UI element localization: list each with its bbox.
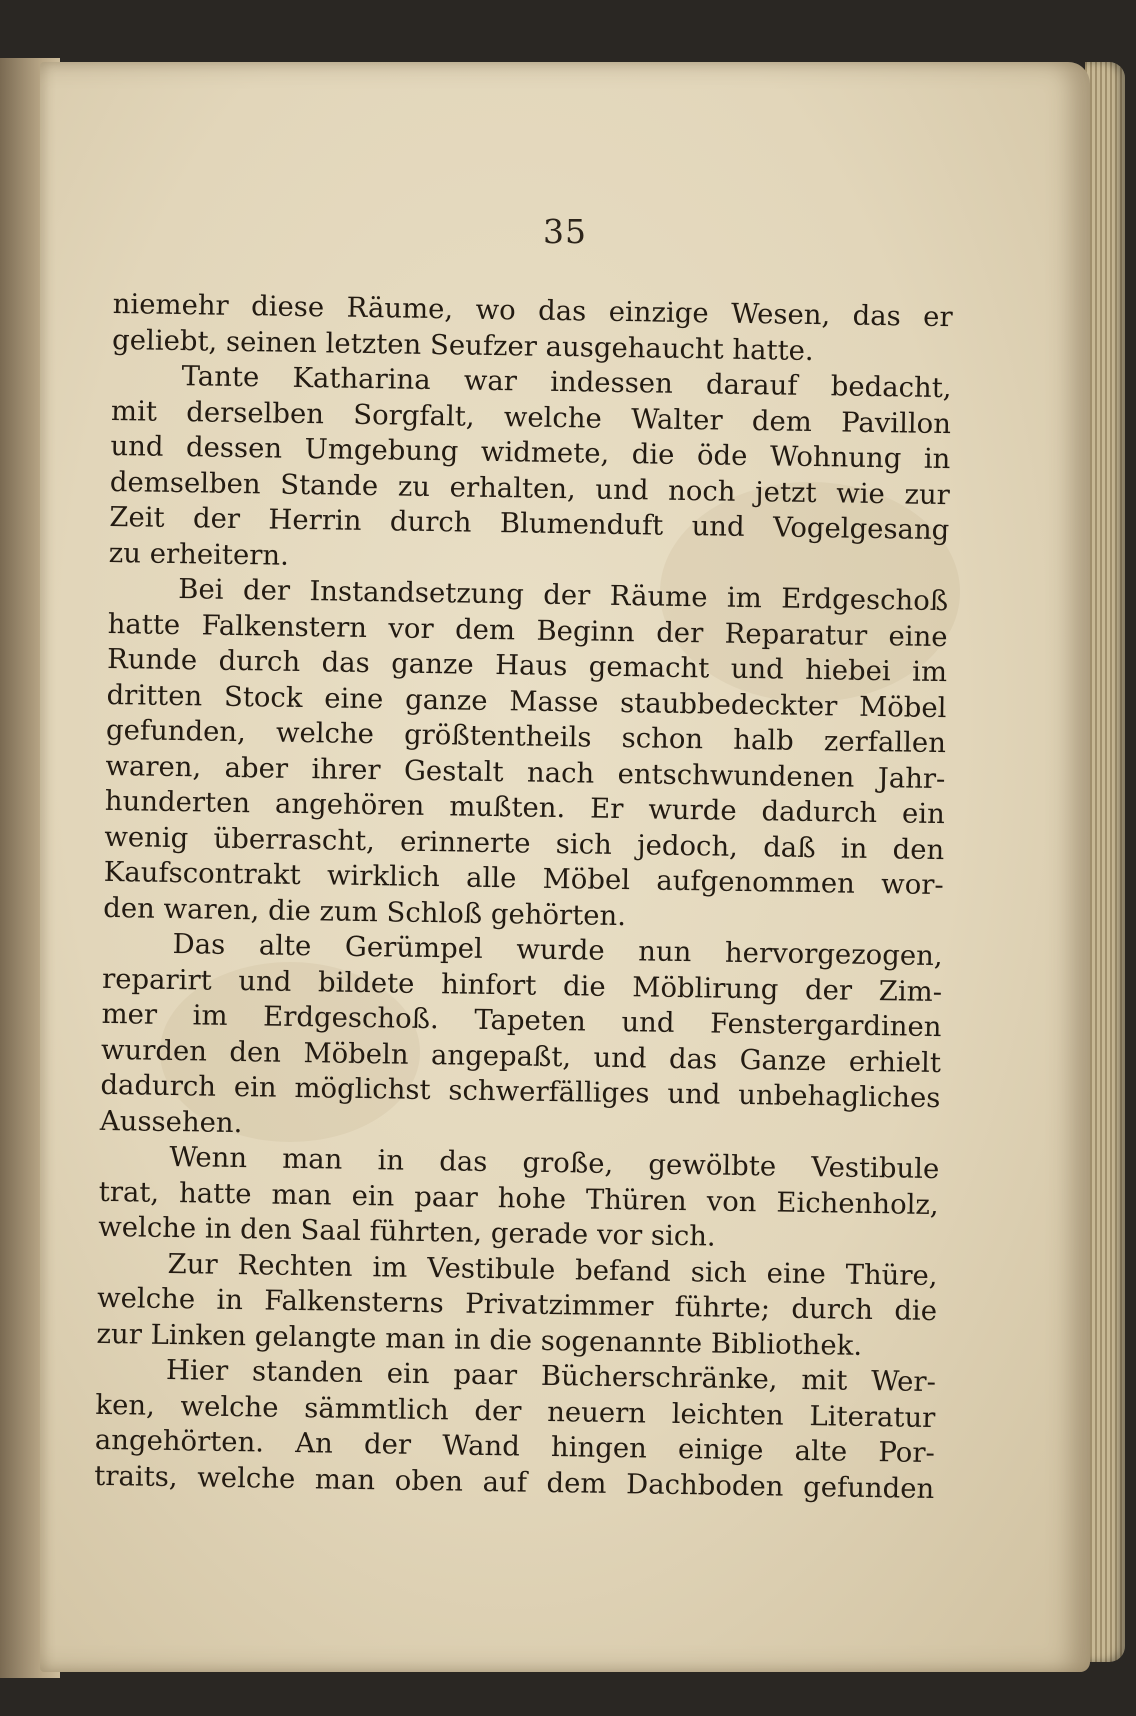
text-line: zu erheitern.	[108, 536, 290, 572]
text-line: Zeit der Herrin durch Blumenduft und Vogelgesang	[109, 500, 950, 547]
body-text	[94, 287, 953, 1507]
text-line: hatte Falkenstern vor dem Beginn der Reparatur eine	[107, 607, 948, 653]
book-page	[40, 62, 1090, 1672]
text-line: demselben Stande zu erhalten, und noch jetzt wie zur	[109, 465, 951, 511]
text-line: gefunden, welche größtentheils schon halb zerfallen	[105, 713, 947, 760]
text-line: angehörten. An der Wand hingen einige alte Por-	[94, 1423, 936, 1470]
text-line: Aussehen.	[99, 1104, 243, 1139]
text-line: hunderten angehören mußten. Er wurde dadurch ein	[104, 784, 946, 831]
text-line: den waren, die zum Schloß gehörten.	[103, 891, 627, 932]
text-line: Kaufscontrakt wirklich alle Möbel aufgenommen wor-	[103, 855, 944, 902]
page-number: 35	[543, 212, 587, 251]
text-line: traits, welche man oben auf dem Dachboden gefunden	[94, 1459, 935, 1505]
text-line: reparirt und bildete hinfort die Möblirung der Zim-	[101, 962, 943, 1008]
text-line: geliebt, seinen letzten Seufzer ausgehaucht hatte.	[111, 323, 814, 367]
text-line: dritten Stock eine ganze Masse staubbedeckter Möbel	[106, 678, 947, 724]
text-line: mit derselben Sorgfalt, welche Walter dem Pavillon	[110, 394, 952, 440]
text-line: Das alte Gerümpel wurde nun hervorgezogen,	[172, 928, 943, 973]
text-line: und dessen Umgebung widmete, die öde Wohnung in	[110, 429, 951, 476]
text-line: Bei der Instandsetzung der Räume im Erdgeschoß	[178, 573, 949, 618]
text-line: niemehr diese Räume, wo das einzige Wesen, das er	[112, 287, 953, 334]
text-line: Wenn man in das große, gewölbte Vestibule	[169, 1140, 940, 1186]
page-block-edges	[1085, 62, 1125, 1662]
text-line: wenig überrascht, erinnerte sich jedoch, daß in den	[104, 820, 945, 866]
text-line: welche in den Saal führten, gerade vor sich.	[97, 1210, 716, 1253]
text-line: waren, aber ihrer Gestalt nach entschwundenen Jahr-	[105, 749, 946, 795]
text-line: welche in Falkensterns Privatzimmer führte; durch die	[96, 1281, 938, 1328]
text-line: Tante Katharina war indessen darauf bedacht,	[181, 360, 952, 405]
text-line: dadurch ein möglichst schwerfälliges und unbehagliches	[100, 1068, 941, 1115]
text-line: Zur Rechten im Vestibule befand sich eine Thüre,	[167, 1247, 938, 1292]
text-line: Hier standen ein paar Bücherschränke, mit Wer-	[165, 1353, 937, 1399]
text-line: Runde durch das ganze Haus gemacht und hiebei im	[106, 642, 948, 689]
text-line: mer im Erdgeschoß. Tapeten und Fenstergardinen	[101, 997, 942, 1044]
text-line: zur Linken gelangte man in die sogenannte Bibliothek.	[96, 1317, 863, 1362]
text-line: ken, welche sämmtlich der neuern leichten Literatur	[95, 1388, 936, 1434]
text-line: wurden den Möbeln angepaßt, und das Ganze erhielt	[100, 1033, 942, 1079]
text-line: trat, hatte man ein paar hohe Thüren von Eichenholz,	[98, 1175, 939, 1221]
